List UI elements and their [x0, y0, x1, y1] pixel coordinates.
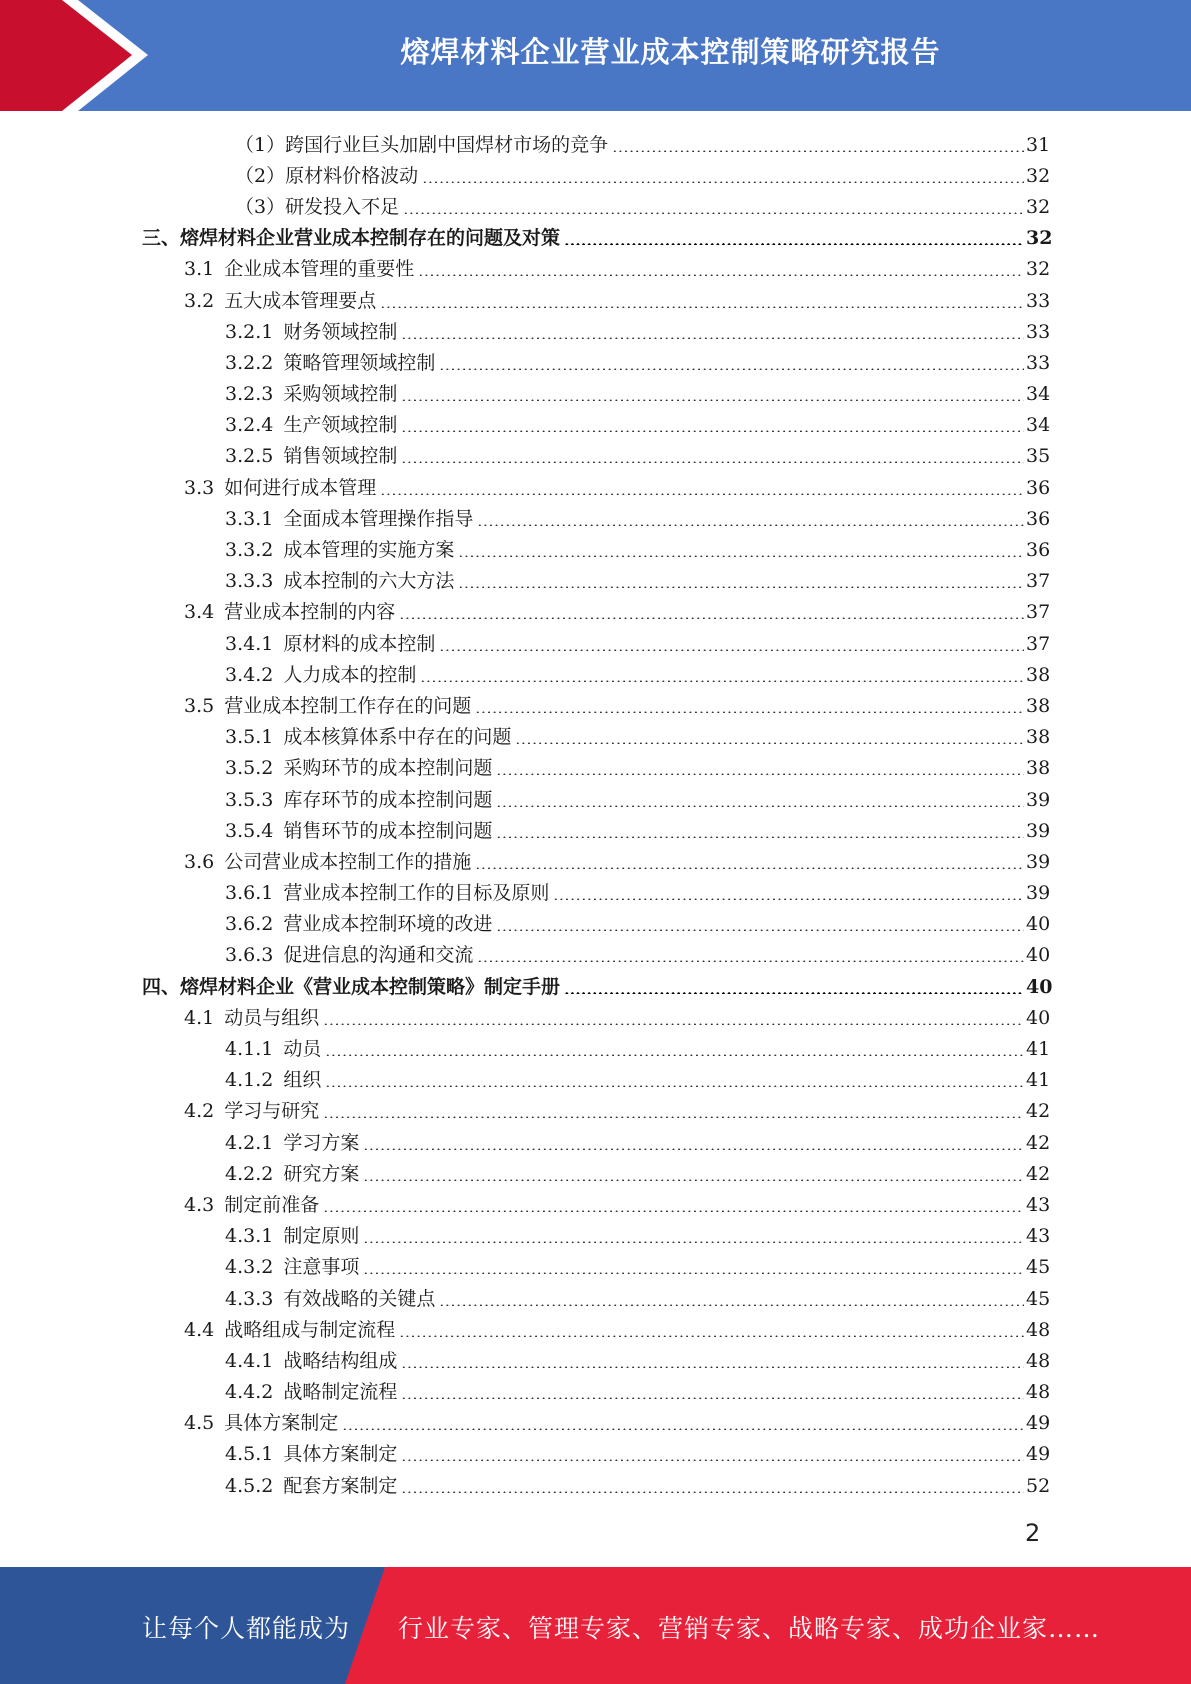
- toc-entry-label: [225, 912, 496, 936]
- toc-entry-text: 具体方案制定: [224, 1412, 339, 1435]
- toc-entry-label: [225, 1287, 439, 1311]
- toc-entry-number: 4.3: [184, 1193, 215, 1216]
- toc-entry-label: [184, 694, 475, 718]
- toc-entry[interactable]: [0, 1283, 1191, 1314]
- toc-entry-label: [225, 1068, 325, 1092]
- toc-entry[interactable]: [0, 160, 1191, 191]
- toc-dot-leader: [380, 493, 1024, 495]
- toc-entry-label: [225, 756, 496, 780]
- toc-dot-leader: [612, 150, 1024, 152]
- toc-entry-label: [184, 600, 399, 624]
- toc-entry-number: 4.1.2: [225, 1069, 274, 1092]
- toc-entry-label: [225, 538, 458, 562]
- toc-entry-number: 4.1: [184, 1006, 215, 1029]
- toc-entry-text: 营业成本控制工作的目标及原则: [283, 882, 550, 905]
- toc-page-number: 33: [1026, 351, 1051, 374]
- toc-entry-label: [225, 1255, 363, 1279]
- toc-dot-leader: [418, 274, 1024, 276]
- toc-page-number: 41: [1026, 1038, 1051, 1061]
- toc-dot-leader: [401, 1366, 1024, 1368]
- toc-page-number: 38: [1026, 663, 1051, 686]
- toc-page-number: 37: [1026, 632, 1051, 655]
- toc-dot-leader: [401, 430, 1024, 432]
- toc-entry[interactable]: [0, 940, 1191, 971]
- toc-entry[interactable]: [0, 503, 1191, 534]
- toc-entry-label: [225, 1349, 401, 1373]
- toc-entry[interactable]: [0, 441, 1191, 472]
- toc-entry-text: 促进信息的沟通和交流: [283, 944, 474, 967]
- toc-entry-text: （1）跨国行业巨头加剧中国焊材市场的竞争: [235, 133, 609, 156]
- toc-entry[interactable]: [0, 472, 1191, 503]
- toc-entry[interactable]: [0, 1158, 1191, 1189]
- toc-dot-leader: [325, 1054, 1024, 1056]
- toc-page-number: 37: [1026, 570, 1051, 593]
- toc-dot-leader: [553, 898, 1024, 900]
- toc-dot-leader: [564, 992, 1024, 994]
- toc-entry-label: [225, 663, 420, 687]
- toc-entry[interactable]: [0, 1221, 1191, 1252]
- toc-entry-text: 有效战略的关键点: [283, 1287, 436, 1310]
- toc-entry-label: [184, 289, 380, 313]
- toc-entry-text: 营业成本控制环境的改进: [283, 913, 493, 936]
- toc-dot-leader: [380, 306, 1024, 308]
- toc-entry[interactable]: [0, 1408, 1191, 1439]
- toc-page-number: 42: [1026, 1131, 1051, 1154]
- toc-entry-label: [225, 788, 496, 812]
- toc-dot-leader: [477, 960, 1024, 962]
- toc-entry[interactable]: [0, 628, 1191, 659]
- toc-entry-number: 3.3: [184, 476, 215, 499]
- toc-entry-number: 3.5.4: [225, 819, 274, 842]
- toc-entry-number: 4.2.1: [225, 1131, 274, 1154]
- toc-entry-label: [225, 881, 553, 905]
- toc-page-number: 40: [1026, 975, 1053, 998]
- toc-entry-number: 3.2: [184, 289, 215, 312]
- toc-page-number: 31: [1026, 133, 1051, 156]
- toc-entry-label: [225, 507, 477, 531]
- toc-entry[interactable]: [0, 1096, 1191, 1127]
- toc-entry-number: 3.4.2: [225, 663, 274, 686]
- toc-entry-text: 学习与研究: [224, 1100, 320, 1123]
- toc-entry-label: [235, 164, 422, 188]
- toc-entry[interactable]: [0, 129, 1191, 160]
- toc-page-number: 40: [1026, 913, 1051, 936]
- toc-entry-number: 4.5.2: [225, 1474, 274, 1497]
- toc-dot-leader: [439, 368, 1024, 370]
- toc-page-number: 32: [1026, 258, 1051, 281]
- toc-dot-leader: [496, 929, 1024, 931]
- toc-entry[interactable]: [0, 254, 1191, 285]
- toc-page-number: 34: [1026, 414, 1051, 437]
- toc-entry-label: [225, 1442, 401, 1466]
- page-footer: [0, 1567, 1191, 1684]
- toc-entry-label: [225, 1131, 363, 1155]
- toc-entry-label: [225, 444, 401, 468]
- toc-entry-number: 4.4.1: [225, 1349, 274, 1372]
- toc-entry-text: 人力成本的控制: [283, 663, 417, 686]
- toc-entry-text: 动员与组织: [224, 1006, 320, 1029]
- toc-dot-leader: [403, 212, 1024, 214]
- toc-entry-number: 3.5.2: [225, 757, 274, 780]
- toc-entry-text: 成本管理的实施方案: [283, 539, 455, 562]
- toc-dot-leader: [363, 1179, 1024, 1181]
- toc-entry-text: 五大成本管理要点: [224, 289, 377, 312]
- toc-entry-number: 3.2.4: [225, 414, 274, 437]
- toc-entry-text: 组织: [283, 1069, 322, 1092]
- toc-entry-label: [225, 1224, 363, 1248]
- toc-entry-text: 成本控制的六大方法: [283, 570, 455, 593]
- toc-dot-leader: [496, 773, 1024, 775]
- toc-page-number: 33: [1026, 320, 1051, 343]
- toc-dot-leader: [401, 337, 1024, 339]
- toc-entry-number: 3.5.1: [225, 726, 274, 749]
- toc-entry-label: [184, 1099, 323, 1123]
- toc-entry-text: 销售环节的成本控制问题: [283, 819, 493, 842]
- toc-entry-number: 4.3.1: [225, 1225, 274, 1248]
- toc-entry[interactable]: [0, 316, 1191, 347]
- toc-entry[interactable]: [0, 379, 1191, 410]
- toc-dot-leader: [477, 524, 1024, 526]
- toc-entry-label: [184, 1006, 323, 1030]
- toc-entry-label: [225, 382, 401, 406]
- toc-entry-label: [184, 1193, 323, 1217]
- toc-page-number: 40: [1026, 944, 1051, 967]
- toc-entry-number: 4.3.2: [225, 1256, 274, 1279]
- toc-entry-text: 战略制定流程: [283, 1381, 398, 1404]
- toc-dot-leader: [475, 711, 1024, 713]
- toc-page-number: 42: [1026, 1162, 1051, 1185]
- toc-page-number: 43: [1026, 1193, 1051, 1216]
- toc-entry-text: 如何进行成本管理: [224, 476, 377, 499]
- toc-entry-number: 3.4: [184, 601, 215, 624]
- toc-entry-text: 采购环节的成本控制问题: [283, 757, 493, 780]
- toc-entry-text: 生产领域控制: [283, 414, 398, 437]
- footer-slogan-right: 行业专家、管理专家、营销专家、战略专家、成功企业家……: [398, 1614, 1101, 1643]
- toc-page-number: 45: [1026, 1287, 1051, 1310]
- toc-dot-leader: [420, 680, 1024, 682]
- toc-dot-leader: [399, 1335, 1024, 1337]
- toc-entry-number: 3.2.5: [225, 445, 274, 468]
- toc-entry-label: [225, 725, 515, 749]
- toc-entry-text: 成本核算体系中存在的问题: [283, 726, 512, 749]
- toc-entry-text: （2）原材料价格波动: [235, 164, 419, 187]
- toc-entry-label: [184, 1318, 399, 1342]
- toc-entry[interactable]: [0, 722, 1191, 753]
- toc-entry-number: 4.4: [184, 1318, 215, 1341]
- toc-entry-text: 营业成本控制工作存在的问题: [224, 694, 472, 717]
- toc-dot-leader: [342, 1428, 1024, 1430]
- toc-entry-text: 制定前准备: [224, 1193, 320, 1216]
- toc-entry-text: 战略组成与制定流程: [224, 1318, 396, 1341]
- toc-entry-number: 3.6: [184, 850, 215, 873]
- toc-page-number: 38: [1026, 694, 1051, 717]
- toc-entry-number: 4.5: [184, 1412, 215, 1435]
- toc-entry-label: [142, 975, 564, 999]
- toc-entry-number: 3.1: [184, 258, 215, 281]
- toc-page-number: 45: [1026, 1256, 1051, 1279]
- toc-entry-number: 4.3.3: [225, 1287, 274, 1310]
- toc-entry[interactable]: [0, 1345, 1191, 1376]
- toc-dot-leader: [401, 1397, 1024, 1399]
- toc-entry[interactable]: [0, 285, 1191, 316]
- toc-dot-leader: [401, 1491, 1024, 1493]
- toc-page-number: 36: [1026, 507, 1051, 530]
- toc-entry-text: 学习方案: [283, 1131, 360, 1154]
- toc-dot-leader: [363, 1272, 1024, 1274]
- page-header: [0, 0, 1191, 111]
- toc-page-number: 32: [1026, 195, 1051, 218]
- toc-entry-number: 4.5.1: [225, 1443, 274, 1466]
- toc-entry-text: 企业成本管理的重要性: [224, 258, 415, 281]
- toc-entry-text: 全面成本管理操作指导: [283, 507, 474, 530]
- toc-entry-text: 财务领域控制: [283, 320, 398, 343]
- toc-page-number: 39: [1026, 819, 1051, 842]
- toc-entry[interactable]: [0, 971, 1191, 1002]
- toc-entry-number: 4.2: [184, 1100, 215, 1123]
- toc-entry[interactable]: [0, 1439, 1191, 1470]
- toc-page-number: 38: [1026, 757, 1051, 780]
- toc-entry-number: 3.2.2: [225, 351, 274, 374]
- toc-entry-label: [235, 195, 403, 219]
- toc-dot-leader: [399, 617, 1024, 619]
- toc-entry-text: 采购领域控制: [283, 383, 398, 406]
- toc-entry-text: 制定原则: [283, 1225, 360, 1248]
- toc-dot-leader: [475, 867, 1024, 869]
- toc-entry-number: 3.6.3: [225, 944, 274, 967]
- toc-dot-leader: [496, 805, 1024, 807]
- toc-dot-leader: [401, 399, 1024, 401]
- toc-dot-leader: [323, 1210, 1024, 1212]
- toc-entry-label: [225, 351, 439, 375]
- toc-entry-text: 动员: [283, 1038, 322, 1061]
- toc-entry-label: [184, 257, 418, 281]
- toc-dot-leader: [458, 555, 1024, 557]
- toc-page-number: 36: [1026, 476, 1051, 499]
- toc-entry[interactable]: [0, 223, 1191, 254]
- toc-page-number: 48: [1026, 1381, 1051, 1404]
- toc-dot-leader: [323, 1023, 1024, 1025]
- toc-entry[interactable]: [0, 659, 1191, 690]
- toc-entry[interactable]: [0, 410, 1191, 441]
- toc-page-number: 36: [1026, 539, 1051, 562]
- toc-entry-label: [225, 1380, 401, 1404]
- toc-entry[interactable]: [0, 1314, 1191, 1345]
- toc-entry[interactable]: [0, 347, 1191, 378]
- toc-entry-label: [225, 413, 401, 437]
- toc-entry[interactable]: [0, 690, 1191, 721]
- footer-slogan-left: 让每个人都能成为: [142, 1614, 351, 1643]
- toc-entry[interactable]: [0, 909, 1191, 940]
- table-of-contents: [0, 129, 1191, 1501]
- toc-entry-number: 3.3.3: [225, 570, 274, 593]
- toc-entry-label: [184, 1411, 342, 1435]
- toc-entry-text: 库存环节的成本控制问题: [283, 788, 493, 811]
- toc-page-number: 48: [1026, 1349, 1051, 1372]
- toc-entry-number: 3.3.1: [225, 507, 274, 530]
- toc-entry[interactable]: [0, 1033, 1191, 1064]
- toc-entry[interactable]: [0, 191, 1191, 222]
- toc-dot-leader: [401, 461, 1024, 463]
- toc-entry-number: 4.4.2: [225, 1381, 274, 1404]
- toc-dot-leader: [363, 1148, 1024, 1150]
- toc-entry-number: 4.2.2: [225, 1162, 274, 1185]
- toc-entry-text: （3）研发投入不足: [235, 195, 400, 218]
- toc-entry[interactable]: [0, 1065, 1191, 1096]
- page-number: 2: [1025, 1519, 1041, 1547]
- toc-entry-label: [184, 850, 475, 874]
- toc-page-number: 40: [1026, 1006, 1051, 1029]
- toc-page-number: 32: [1026, 227, 1053, 250]
- toc-dot-leader: [363, 1241, 1024, 1243]
- toc-page-number: 49: [1026, 1443, 1051, 1466]
- toc-entry[interactable]: [0, 815, 1191, 846]
- toc-entry-label: [225, 632, 439, 656]
- toc-entry[interactable]: [0, 1252, 1191, 1283]
- toc-dot-leader: [515, 742, 1024, 744]
- toc-entry-text: 销售领域控制: [283, 445, 398, 468]
- toc-entry-number: 3.6.2: [225, 913, 274, 936]
- toc-entry[interactable]: [0, 753, 1191, 784]
- toc-dot-leader: [401, 1459, 1024, 1461]
- toc-entry[interactable]: [0, 1002, 1191, 1033]
- toc-entry-text: 原材料的成本控制: [283, 632, 436, 655]
- toc-entry[interactable]: [0, 566, 1191, 597]
- toc-dot-leader: [325, 1085, 1024, 1087]
- toc-page-number: 52: [1026, 1474, 1051, 1497]
- toc-page-number: 35: [1026, 445, 1051, 468]
- toc-entry-text: 战略结构组成: [283, 1349, 398, 1372]
- toc-page-number: 34: [1026, 383, 1051, 406]
- toc-entry-label: [225, 569, 458, 593]
- toc-dot-leader: [323, 1116, 1024, 1118]
- toc-dot-leader: [439, 1304, 1024, 1306]
- toc-page-number: 33: [1026, 289, 1051, 312]
- toc-entry-text: 四、熔焊材料企业《营业成本控制策略》制定手册: [142, 975, 561, 998]
- toc-entry[interactable]: [0, 1470, 1191, 1501]
- document-title: 熔焊材料企业营业成本控制策略研究报告: [400, 35, 941, 69]
- toc-entry-label: [225, 1037, 325, 1061]
- toc-entry-number: 3.5: [184, 694, 215, 717]
- toc-entry-text: 注意事项: [283, 1256, 360, 1279]
- toc-entry[interactable]: [0, 534, 1191, 565]
- toc-entry-label: [235, 133, 612, 157]
- toc-entry-number: 4.1.1: [225, 1038, 274, 1061]
- toc-entry-label: [184, 476, 380, 500]
- toc-page-number: 39: [1026, 882, 1051, 905]
- toc-page-number: 49: [1026, 1412, 1051, 1435]
- toc-entry-number: 3.2.3: [225, 383, 274, 406]
- toc-page-number: 48: [1026, 1318, 1051, 1341]
- toc-dot-leader: [422, 181, 1024, 183]
- toc-entry-text: 营业成本控制的内容: [224, 601, 396, 624]
- toc-entry-label: [225, 320, 401, 344]
- toc-entry[interactable]: [0, 1377, 1191, 1408]
- toc-entry-label: [142, 226, 564, 250]
- toc-dot-leader: [439, 649, 1024, 651]
- toc-page-number: 39: [1026, 788, 1051, 811]
- toc-entry-text: 三、熔焊材料企业营业成本控制存在的问题及对策: [142, 227, 561, 250]
- toc-entry-number: 3.5.3: [225, 788, 274, 811]
- toc-page-number: 32: [1026, 164, 1051, 187]
- toc-entry-label: [225, 1162, 363, 1186]
- toc-dot-leader: [496, 836, 1024, 838]
- toc-entry-number: 3.3.2: [225, 539, 274, 562]
- toc-entry-number: 3.4.1: [225, 632, 274, 655]
- toc-entry[interactable]: [0, 597, 1191, 628]
- toc-page-number: 41: [1026, 1069, 1051, 1092]
- toc-entry[interactable]: [0, 878, 1191, 909]
- toc-entry-label: [225, 819, 496, 843]
- toc-entry-number: 3.6.1: [225, 882, 274, 905]
- toc-page-number: 42: [1026, 1100, 1051, 1123]
- toc-page-number: 37: [1026, 601, 1051, 624]
- toc-page-number: 38: [1026, 726, 1051, 749]
- toc-entry-number: 3.2.1: [225, 320, 274, 343]
- toc-entry[interactable]: [0, 1189, 1191, 1220]
- toc-entry[interactable]: [0, 784, 1191, 815]
- toc-entry-text: 公司营业成本控制工作的措施: [224, 850, 472, 873]
- toc-entry-label: [225, 1474, 401, 1498]
- toc-entry-text: 具体方案制定: [283, 1443, 398, 1466]
- toc-entry-text: 研究方案: [283, 1162, 360, 1185]
- toc-dot-leader: [458, 586, 1024, 588]
- toc-page-number: 43: [1026, 1225, 1051, 1248]
- toc-entry-label: [225, 943, 477, 967]
- toc-entry[interactable]: [0, 846, 1191, 877]
- toc-entry[interactable]: [0, 1127, 1191, 1158]
- toc-page-number: 39: [1026, 850, 1051, 873]
- toc-entry-text: 策略管理领域控制: [283, 351, 436, 374]
- toc-entry-text: 配套方案制定: [283, 1474, 398, 1497]
- toc-dot-leader: [564, 243, 1024, 245]
